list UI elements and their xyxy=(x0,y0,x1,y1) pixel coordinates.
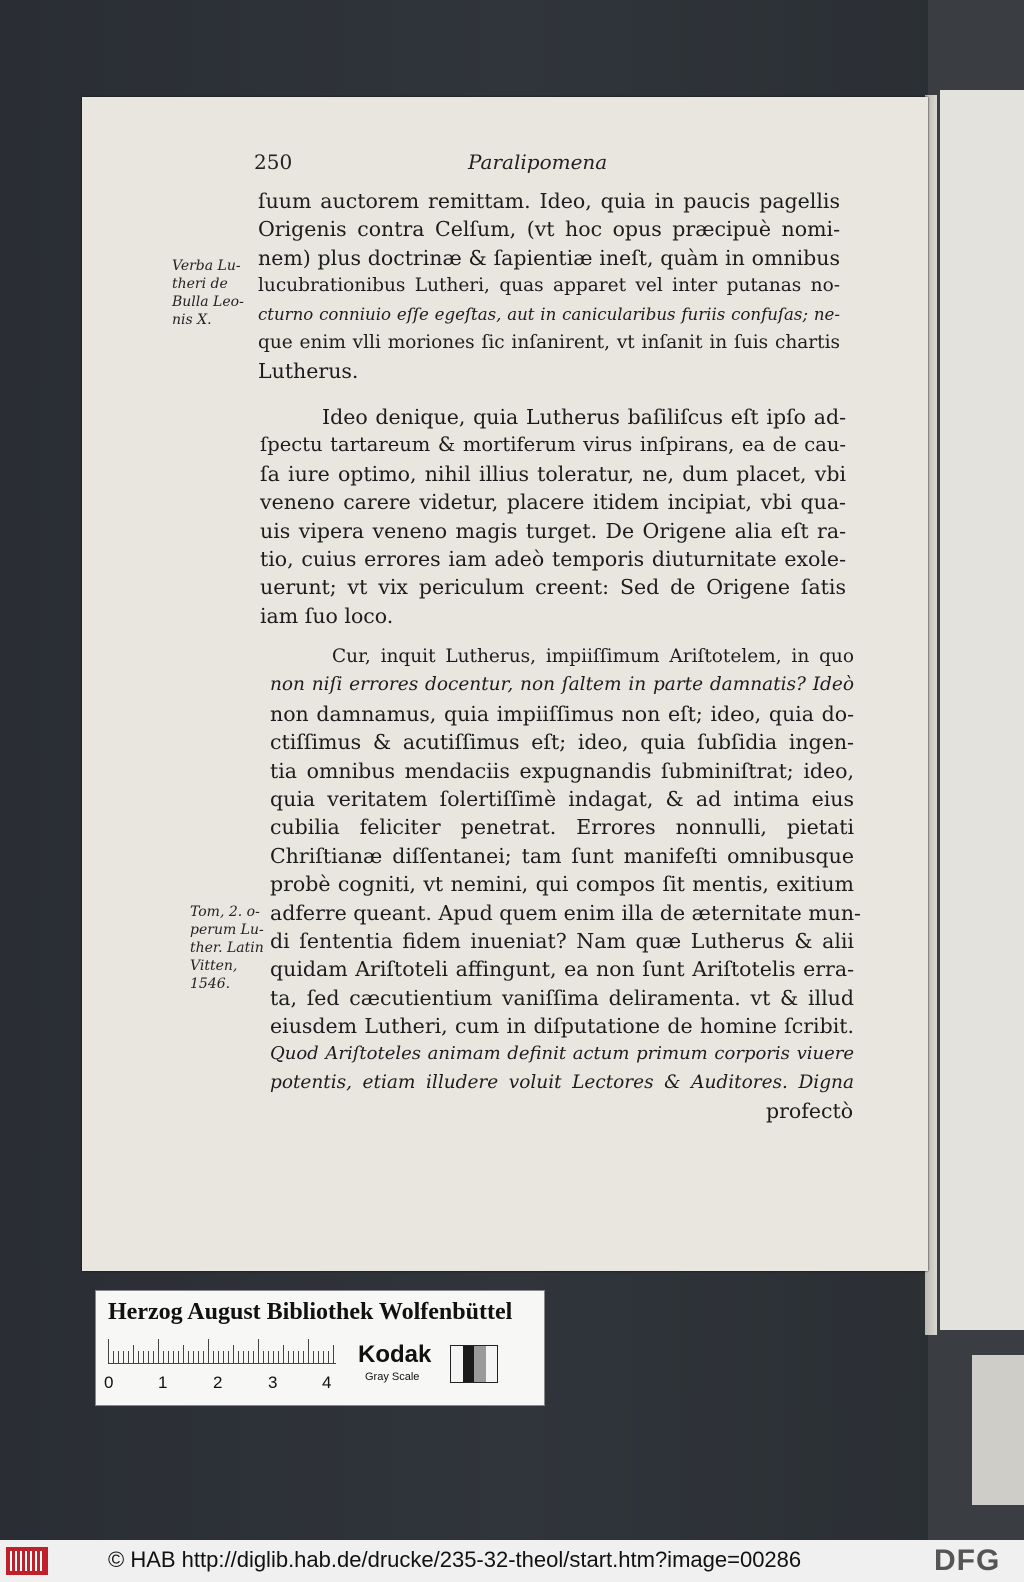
ruler-tick xyxy=(213,1351,214,1363)
ruler-tick xyxy=(318,1351,319,1363)
text-line: uis vipera veneno magis turget. De Origene alia eſt ra- xyxy=(260,518,846,543)
ruler-tick xyxy=(218,1351,219,1363)
ruler-tick xyxy=(203,1351,204,1363)
ruler-tick xyxy=(113,1351,114,1363)
footer-bar xyxy=(0,1540,1024,1582)
text-line: ſpectu tartareum & mortiferum virus inſpirans, ea de cau- xyxy=(260,433,846,457)
text-line: veneno carere videtur, placere itidem incipiat, vbi qua- xyxy=(260,490,846,515)
grayscale-label: Gray Scale xyxy=(365,1371,420,1383)
hab-logo-icon xyxy=(6,1547,48,1575)
ruler-tick xyxy=(138,1351,139,1363)
ruler-tick xyxy=(193,1351,194,1363)
ruler-tick xyxy=(258,1339,259,1363)
ruler-tick xyxy=(293,1351,294,1363)
text-line: iam ſuo loco. xyxy=(260,603,394,628)
ruler-number: 2 xyxy=(213,1373,223,1392)
text-line: que enim vlli moriones ſic inſanirent, vt inſanit in ſuis chartis xyxy=(258,331,840,353)
page-header xyxy=(82,150,928,180)
ruler-tick xyxy=(208,1339,209,1363)
margin-note-line: Verba Lu- xyxy=(172,258,241,274)
margin-note-line: 1546. xyxy=(190,976,231,992)
ruler-tick xyxy=(158,1339,159,1363)
copyright-url[interactable]: © HAB http://diglib.hab.de/drucke/235-32-theol/start.htm?image=00286 xyxy=(108,1547,802,1572)
text-line: probè cogniti, vt nemini, qui compos ſit mentis, exitium xyxy=(270,872,854,897)
text-line: quidam Ariſtoteli affingunt, ea non ſunt Ariſtotelis erra- xyxy=(270,957,854,982)
ruler-tick xyxy=(248,1351,249,1363)
catchword xyxy=(766,1097,886,1125)
text-line: Quod Ariſtoteles animam definit actum primum corporis viuere xyxy=(270,1043,854,1065)
margin-note-line: theri de xyxy=(172,276,228,292)
measurement-ruler xyxy=(104,1339,338,1401)
text-line: cturno conniuio eſſe egeſtas, aut in canicularibus furiis confuſas; ne- xyxy=(258,304,840,324)
ruler-tick xyxy=(198,1351,199,1363)
ruler-tick xyxy=(278,1351,279,1363)
ruler-tick xyxy=(288,1351,289,1363)
text-line: non damnamus, quia impiiſſimus non eſt; ideo, quia do- xyxy=(270,701,854,726)
ruler-tick xyxy=(233,1345,234,1363)
text-line: uerunt; vt vix periculum creent: Sed de Origene ſatis xyxy=(260,575,846,600)
ruler-tick xyxy=(108,1339,109,1363)
ruler-tick xyxy=(178,1351,179,1363)
ruler-number: 3 xyxy=(268,1373,278,1392)
ruler-tick xyxy=(333,1345,334,1363)
ruler-tick xyxy=(223,1351,224,1363)
ruler-tick xyxy=(163,1351,164,1363)
text-line: tia omnibus mendaciis expugnandis ſubminiſtrat; ideo, xyxy=(270,758,854,783)
margin-note-line: ther. Latin xyxy=(190,940,264,956)
ruler-tick xyxy=(323,1351,324,1363)
text-line: di ſententia fidem inueniat? Nam quæ Lutherus & alii xyxy=(270,928,854,953)
ruler-tick xyxy=(268,1351,269,1363)
ruler-tick xyxy=(228,1351,229,1363)
margin-note-tom-operum xyxy=(190,903,264,993)
gray-scale-swatches xyxy=(450,1345,498,1383)
kodak-brand: Kodak xyxy=(358,1341,432,1368)
ruler-tick xyxy=(308,1339,309,1363)
running-head: Paralipomena xyxy=(468,150,608,174)
text-line: Origenis contra Celſum, (vt hoc opus præcipuè nomi- xyxy=(258,217,840,242)
margin-note-line: Tom, 2. o- xyxy=(190,904,260,920)
text-line: cubilia feliciter penetrat. Errores nonnulli, pietati xyxy=(270,815,854,840)
paragraph-2 xyxy=(260,403,846,630)
ruler-tick xyxy=(188,1351,189,1363)
ruler-tick xyxy=(283,1345,284,1363)
margin-note-line: Vitten, xyxy=(190,958,238,974)
ruler-tick xyxy=(123,1351,124,1363)
text-line: ta, ſed cæcutientium vaniſſima deliramenta. vt & illud xyxy=(270,985,854,1010)
ruler-tick xyxy=(298,1351,299,1363)
ruler-tick xyxy=(173,1351,174,1363)
ruler-tick xyxy=(133,1345,134,1363)
ruler-tick xyxy=(253,1351,254,1363)
text-line: non niſi errores docentur, non ſaltem in parte damnatis? Ideò xyxy=(270,674,854,696)
paragraph-3 xyxy=(270,643,861,1097)
dfg-logo: DFG xyxy=(934,1544,1001,1577)
ruler-number: 1 xyxy=(158,1373,168,1392)
ruler-tick xyxy=(153,1351,154,1363)
text-line: quia veritatem ſolertiſſimè indagat, & ad intima eius xyxy=(270,786,854,811)
text-line: Cur, inquit Lutherus, impiiſſimum Ariſtotelem, in quo xyxy=(332,646,854,667)
text-line: nem) plus doctrinæ & ſapientiæ ineſt, quàm in omnibus xyxy=(258,245,840,270)
ruler-tick xyxy=(128,1351,129,1363)
text-line: Ideo denique, quia Lutherus baſiliſcus eſt ipſo ad- xyxy=(322,405,846,429)
book-page xyxy=(82,97,928,1271)
page-number: 250 xyxy=(254,150,293,174)
paragraph-1 xyxy=(258,187,840,386)
text-line: ctiſſimus & acutiſſimus eſt; ideo, quia ſubſidia ingen- xyxy=(270,730,854,755)
ruler-number: 0 xyxy=(104,1373,114,1392)
ruler-tick xyxy=(273,1351,274,1363)
ruler-tick xyxy=(118,1351,119,1363)
text-line: tio, cuius errores iam adeò temporis diuturnitate exole- xyxy=(260,546,846,571)
next-page-lower-edge xyxy=(972,1355,1024,1505)
ruler-tick xyxy=(263,1351,264,1363)
catchword-text: profectò xyxy=(766,1099,854,1123)
text-line: potentis, etiam illudere voluit Lectores & Auditores. Digna xyxy=(270,1071,854,1093)
ruler-number: 4 xyxy=(322,1373,332,1392)
text-line: lucubrationibus Lutheri, quas apparet vel inter putanas no- xyxy=(258,275,840,297)
ruler-tick xyxy=(238,1351,239,1363)
text-line: ſa iure optimo, nihil illius toleratur, ne, dum placet, vbi xyxy=(260,461,846,486)
margin-note-line: nis X. xyxy=(172,312,212,328)
text-line: eiusdem Lutheri, cum in diſputatione de homine ſcribit. xyxy=(270,1014,854,1039)
text-line: Chriſtianæ diſſentanei; tam ſunt manifeſti omnibusque xyxy=(270,843,854,868)
archive-label xyxy=(95,1290,545,1406)
ruler-tick xyxy=(168,1351,169,1363)
ruler-tick xyxy=(328,1351,329,1363)
ruler-tick xyxy=(243,1351,244,1363)
ruler-tick xyxy=(313,1351,314,1363)
library-name: Herzog August Bibliothek Wolfenbüttel xyxy=(108,1299,513,1325)
margin-note-line: Bulla Leo- xyxy=(172,294,244,310)
ruler-tick xyxy=(303,1351,304,1363)
ruler-tick xyxy=(183,1345,184,1363)
margin-note-line: perum Lu- xyxy=(190,922,264,938)
text-line: Lutherus. xyxy=(258,359,359,384)
margin-note-verba-lutheri xyxy=(172,257,244,329)
text-line: adferre queant. Apud quem enim illa de æternitate mun- xyxy=(270,900,861,925)
ruler-tick xyxy=(143,1351,144,1363)
text-line: ſuum auctorem remittam. Ideo, quia in paucis pagellis xyxy=(258,189,840,213)
ruler-tick xyxy=(148,1351,149,1363)
next-page-edge xyxy=(940,90,1024,1330)
